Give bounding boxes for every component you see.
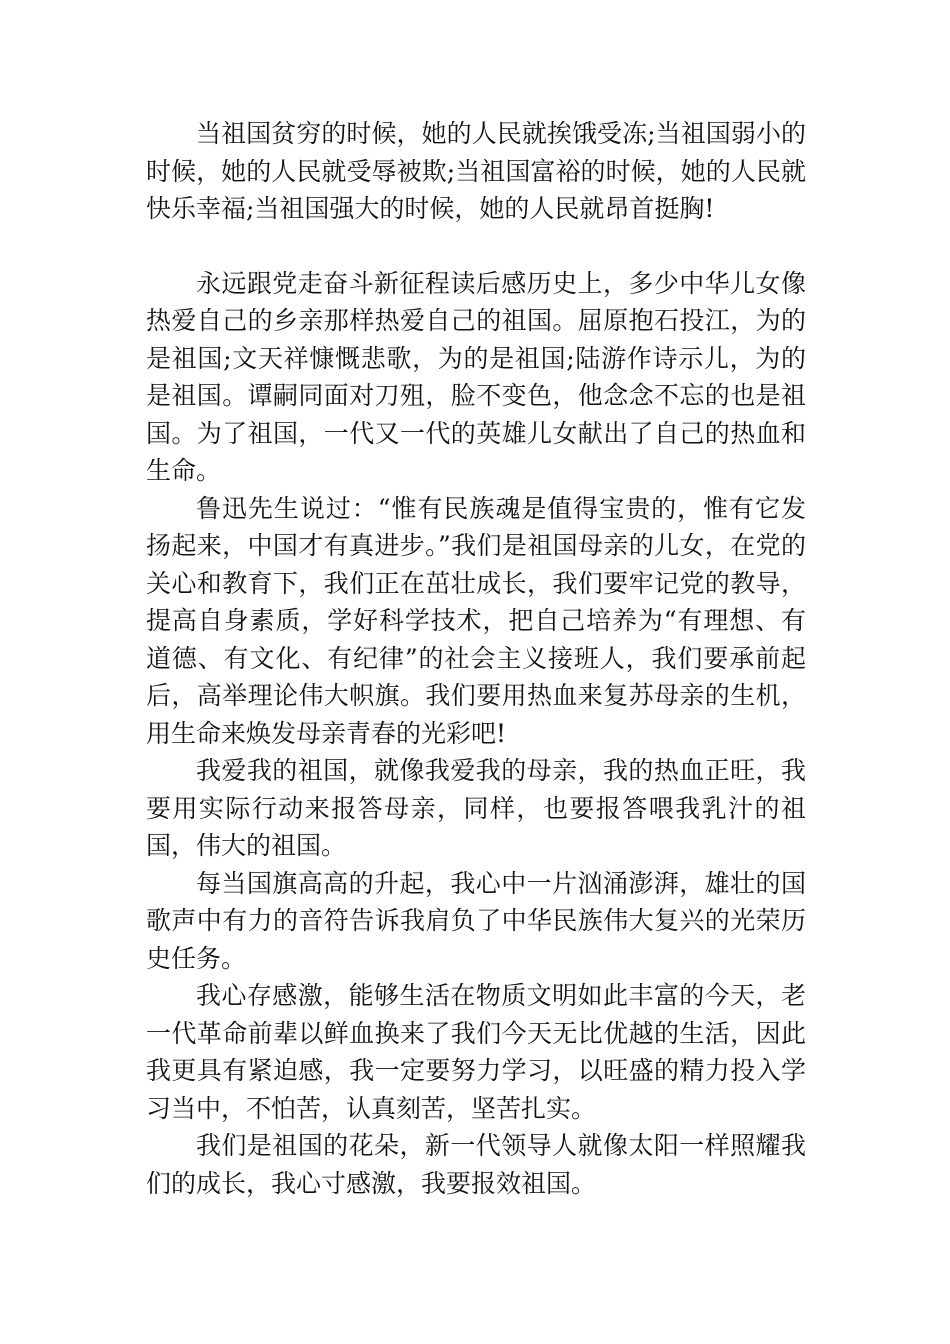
document-body (146, 115, 806, 1202)
paragraph-2: 永远跟党走奋斗新征程读后感历史上，多少中华儿女像热爱自己的乡亲那样热爱自己的祖国。屈原抱石投江，为的是祖国;文天祥慷慨悲歌，为的是祖国;陆游作诗示儿，为的是祖国。谭嗣同面对刀殂，脸不变色，他念念不忘的也是祖国。为了祖国，一代又一代的英雄儿女献出了自己的热血和生命。 (146, 268, 806, 485)
paragraph-6: 我心存感激，能够生活在物质文明如此丰富的今天，老一代革命前辈以鲜血换来了我们今天无比优越的生活，因此我更具有紧迫感，我一定要努力学习，以旺盛的精力投入学习当中，不怕苦，认真刻苦，坚苦扎实。 (146, 981, 806, 1123)
paragraph-4: 我爱我的祖国，就像我爱我的母亲，我的热血正旺，我要用实际行动来报答母亲，同样，也要报答喂我乳汁的祖国，伟大的祖国。 (146, 756, 806, 860)
paragraph-1: 当祖国贫穷的时候，她的人民就挨饿受冻;当祖国弱小的时候，她的人民就受辱被欺;当祖国富裕的时候，她的人民就快乐幸福;当祖国强大的时候，她的人民就昂首挺胸! (146, 119, 806, 223)
paragraph-7: 我们是祖国的花朵，新一代领导人就像太阳一样照耀我们的成长，我心寸感激，我要报效祖国。 (146, 1131, 806, 1198)
paragraph-spacer (146, 228, 806, 265)
paragraph-5: 每当国旗高高的升起，我心中一片汹涌澎湃，雄壮的国歌声中有力的音符告诉我肩负了中华民族伟大复兴的光荣历史任务。 (146, 868, 806, 973)
paragraph-3: 鲁迅先生说过：“惟有民族魂是值得宝贵的，惟有它发扬起来，中国才有真进步。”我们是祖国母亲的儿女，在党的关心和教育下，我们正在茁壮成长，我们要牢记党的教导，提高自身素质，学好科学技术，把自己培养为“有理想、有道德、有文化、有纪律”的社会主义接班人，我们要承前起后，高举理论伟大帜旗。我们要用热血来复苏母亲的生机，用生命来焕发母亲青春的光彩吧! (146, 493, 806, 748)
